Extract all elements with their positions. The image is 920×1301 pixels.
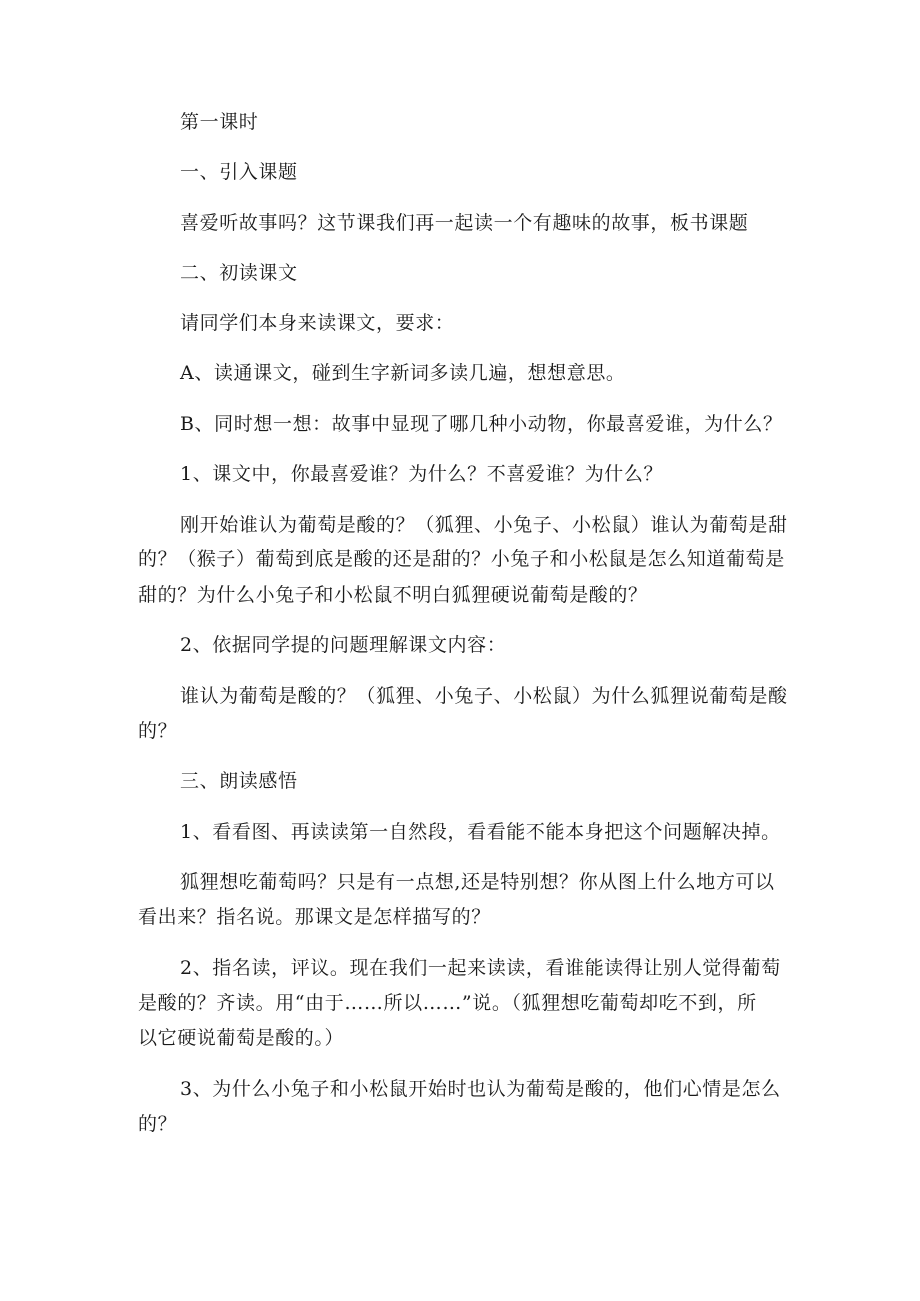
paragraph-line: 是酸的？齐读。用“由于……所以……”说。（狐狸想吃葡萄却吃不到，所 (138, 992, 757, 1014)
paragraph-line: 刚开始谁认为葡萄是酸的？（狐狸、小兔子、小松鼠）谁认为葡萄是甜 (180, 514, 788, 536)
step-3: 3、为什么小兔子和小松鼠开始时也认为葡萄是酸的，他们心情是怎么 (180, 1078, 781, 1100)
paragraph-line: 的？ (138, 1113, 178, 1135)
paragraph-line: 以它硬说葡萄是酸的。） (138, 1027, 345, 1049)
paragraph-line: 谁认为葡萄是酸的？（狐狸、小兔子、小松鼠）为什么狐狸说葡萄是酸 (180, 685, 788, 707)
question-2: 2、依据同学提的问题理解课文内容： (180, 634, 507, 656)
paragraph-line: 请同学们本身来读课文，要求： (180, 312, 455, 334)
paragraph-line: 狐狸想吃葡萄吗？只是有一点想,还是特别想？你从图上什么地方可以 (180, 871, 775, 893)
section-heading-introduce: 一、引入课题 (180, 161, 298, 183)
requirement-a: A、读通课文，碰到生字新词多读几遍，想想意思。 (180, 362, 626, 384)
paragraph-line: 看出来？指名说。那课文是怎样描写的？ (138, 906, 491, 928)
paragraph-line: 甜的？为什么小兔子和小松鼠不明白狐狸硬说葡萄是酸的？ (138, 584, 648, 606)
question-1: 1、课文中，你最喜爱谁？为什么？不喜爱谁？为什么？ (180, 463, 664, 485)
paragraph-line: 的？（猴子）葡萄到底是酸的还是甜的？小兔子和小松鼠是怎么知道葡萄是 (138, 548, 785, 570)
step-1: 1、看看图、再读读第一自然段，看看能不能本身把这个问题解决掉。 (180, 821, 781, 843)
section-heading-reading-feeling: 三、朗读感悟 (180, 770, 298, 792)
paragraph-line: 的？ (138, 720, 178, 742)
paragraph-line: 喜爱听故事吗？这节课我们再一起读一个有趣味的故事，板书课题 (180, 212, 749, 234)
section-heading-first-reading: 二、初读课文 (180, 262, 298, 284)
step-2: 2、指名读，评议。现在我们一起来读读，看谁能读得让别人觉得葡萄 (180, 957, 781, 979)
lesson-period-heading: 第一课时 (180, 111, 259, 133)
requirement-b: B、同时想一想：故事中显现了哪几种小动物，你最喜爱谁，为什么？ (180, 413, 783, 435)
